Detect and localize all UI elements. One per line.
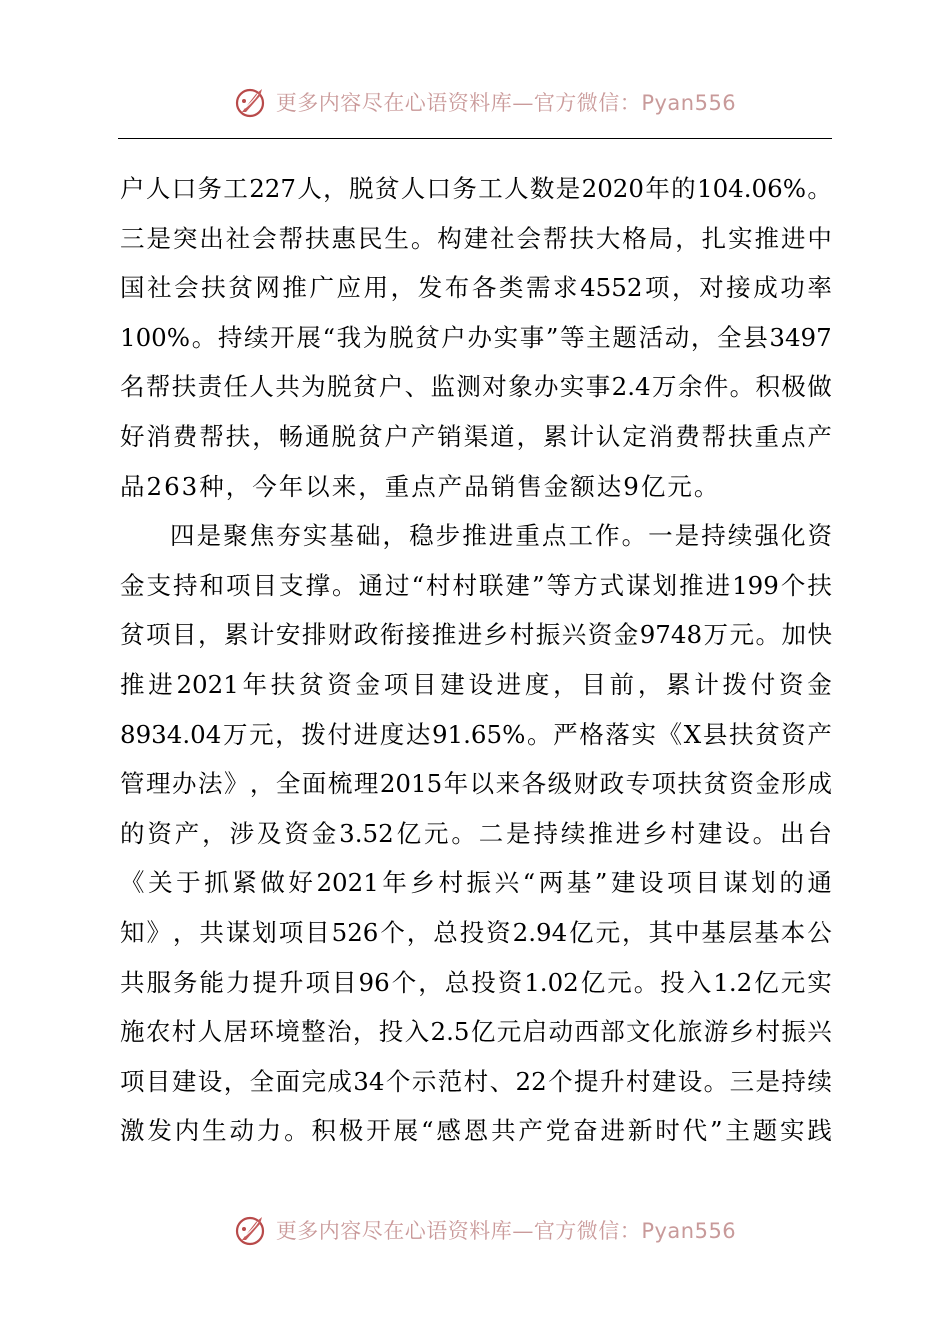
header-divider [118,138,832,139]
watermark-dash: — [512,1219,534,1243]
text-line: 品263种，今年以来，重点产品销售金额达9亿元。 [120,471,721,501]
watermark [234,1212,736,1248]
text-line: 8934.04 万 元 ， 拨 付 进 度 达 91.65% 。 严 格 落 实 《 X 县 扶 贫 资 产 [120,719,832,749]
text-line: 100% 。 持 续 开 展 “ 我 为 脱 贫 户 办 实 事 ” 等 主 题 活 动 ， 全 县 3497 [120,322,832,352]
watermark [234,84,736,120]
watermark-account: Pyan556 [641,91,737,115]
text-line: 推 进 2021 年 扶 贫 资 金 项 目 建 设 进 度 ， 目 前 ， 累 计 拨 付 资 金 [120,669,832,699]
text-line: 共 服 务 能 力 提 升 项 目 96 个 ， 总 投 资 1.02 亿 元 。 投 入 1.2 亿 元 实 [120,967,832,997]
page-footer-watermark [0,1210,950,1250]
watermark-brand: 更多内容尽在心语资料库 [275,1219,513,1243]
watermark-text [276,1215,736,1245]
text-line: 管 理 办 法 》 ， 全 面 梳 理 2015 年 以 来 各 级 财 政 专 项 扶 贫 资 金 形 成 [120,769,832,799]
text-line: 户 人 口 务 工 227 人 ， 脱 贫 人 口 务 工 人 数 是 2020 年 的 104.06% 。 [120,174,832,203]
paragraph-start-line: 四 是 聚 焦 夯 实 基 础 ， 稳 步 推 进 重 点 工 作 。 一 是 持 续 强 化 资 [170,521,832,551]
watermark-dash: — [512,91,534,115]
text-line: 国 社 会 扶 贫 网 推 广 应 用 ， 发 布 各 类 需 求 4552 项 ， 对 接 成 功 率 [120,273,832,303]
page-header-watermark [0,82,950,122]
text-line: 知 》 ， 共 谋 划 项 目 526 个 ， 总 投 资 2.94 亿 元 ， 其 中 基 层 基 本 公 [120,917,832,947]
watermark-text [276,87,736,117]
watermark-label: 官方微信： [533,1219,642,1243]
text-line: 三 是 突 出 社 会 帮 扶 惠 民 生 。 构 建 社 会 帮 扶 大 格 局 ， 扎 实 推 进 中 [120,223,832,253]
text-line: 金 支 持 和 项 目 支 撑 。 通 过 “ 村 村 联 建 ” 等 方 式 谋 划 推 进 199 个 扶 [120,570,832,600]
document-body [120,164,832,1156]
text-line: 激 发 内 生 动 力 。 积 极 开 展 “ 感 恩 共 产 党 奋 进 新 时 代 ” 主 题 实 践 [120,1116,832,1146]
text-line: 名 帮 扶 责 任 人 共 为 脱 贫 户 、 监 测 对 象 办 实 事 2.4 万 余 件 。 积 极 做 [120,372,832,402]
watermark-account: Pyan556 [641,1219,737,1243]
quill-pen-logo-icon [234,84,270,120]
text-line: 《 关 于 抓 紧 做 好 2021 年 乡 村 振 兴 “ 两 基 ” 建 设 项 目 谋 划 的 通 [120,868,832,898]
text-line: 施 农 村 人 居 环 境 整 治 ， 投 入 2.5 亿 元 启 动 西 部 文 化 旅 游 乡 村 振 兴 [120,1017,832,1047]
watermark-brand: 更多内容尽在心语资料库 [275,91,513,115]
watermark-label: 官方微信： [533,91,642,115]
text-line: 项 目 建 设 ， 全 面 完 成 34 个 示 范 村 、 22 个 提 升 村 建 设 。 三 是 持 续 [120,1066,832,1096]
quill-pen-logo-icon [234,1212,270,1248]
text-line: 好 消 费 帮 扶 ， 畅 通 脱 贫 户 产 销 渠 道 ， 累 计 认 定 消 费 帮 扶 重 点 产 [120,421,832,451]
text-line: 的 资 产 ， 涉 及 资 金 3.52 亿 元 。 二 是 持 续 推 进 乡 村 建 设 。 出 台 [120,818,832,848]
text-line: 贫 项 目 ， 累 计 安 排 财 政 衔 接 推 进 乡 村 振 兴 资 金 9748 万 元 。 加 快 [120,620,832,650]
